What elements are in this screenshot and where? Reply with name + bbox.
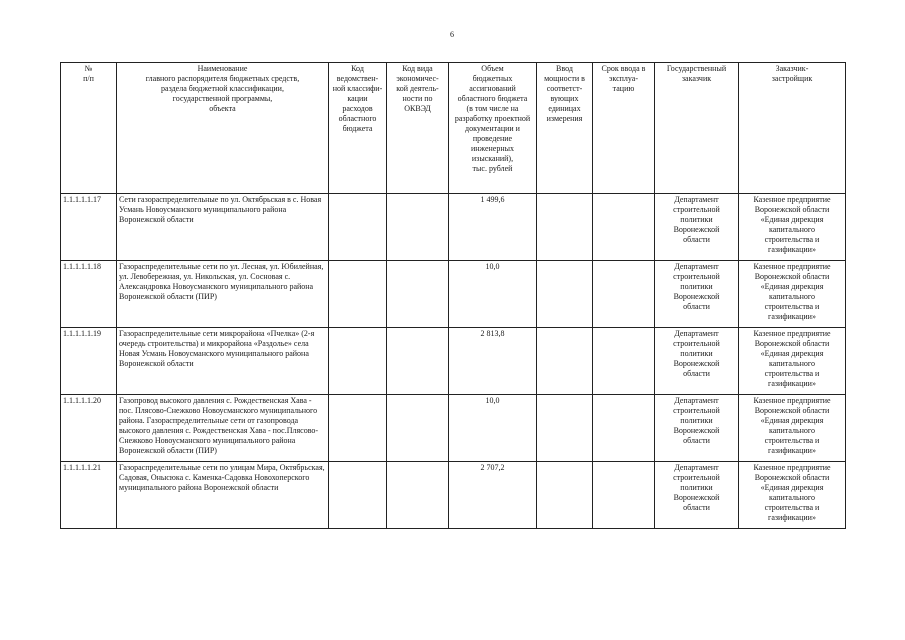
header-developer: Заказчик- застройщик bbox=[739, 63, 846, 194]
header-term: Срок ввода в эксплуа- тацию bbox=[593, 63, 655, 194]
header-num: № п/п bbox=[61, 63, 117, 194]
row-term bbox=[593, 328, 655, 395]
row-code-okved bbox=[387, 261, 449, 328]
row-code-dept bbox=[329, 194, 387, 261]
row-customer: Департамент строительной политики Воронежской области bbox=[655, 328, 739, 395]
header-code-dept: Код ведомствен- ной классифи- кации расходов областного бюджета bbox=[329, 63, 387, 194]
table-row bbox=[61, 261, 846, 328]
row-amount: 10,0 bbox=[449, 261, 537, 328]
row-code-dept bbox=[329, 328, 387, 395]
page-number: 6 bbox=[450, 30, 454, 39]
table-row bbox=[61, 194, 846, 261]
row-object-name: Газораспределительные сети микрорайона «Пчелка» (2-я очередь строительства) и микрорайона «Раздолье» села Новая Усмань Новоусманского муниципального района Воронежской области bbox=[117, 328, 329, 395]
row-term bbox=[593, 462, 655, 529]
row-amount: 2 707,2 bbox=[449, 462, 537, 529]
row-code-okved bbox=[387, 462, 449, 529]
row-developer: Казенное предприятие Воронежской области «Единая дирекция капитального строительства и газификации» bbox=[739, 261, 846, 328]
row-term bbox=[593, 395, 655, 462]
row-term bbox=[593, 194, 655, 261]
row-code-okved bbox=[387, 395, 449, 462]
table-row bbox=[61, 462, 846, 529]
row-code-dept bbox=[329, 462, 387, 529]
row-code-dept bbox=[329, 395, 387, 462]
row-object-name: Газораспределительные сети по ул. Лесная, ул. Юбилейная, ул. Левобережная, ул. Никольская, ул. Сосновая с. Александровка Новоусманского муниципального района Воронежской области (ПИР) bbox=[117, 261, 329, 328]
row-capacity bbox=[537, 194, 593, 261]
header-amount: Объем бюджетных ассигнований областного бюджета (в том числе на разработку проектной документации и проведение инженерных изысканий), тыс. рублей bbox=[449, 63, 537, 194]
row-capacity bbox=[537, 328, 593, 395]
row-customer: Департамент строительной политики Воронежской области bbox=[655, 261, 739, 328]
header-name: Наименование главного распорядителя бюджетных средств, раздела бюджетной классификации, государственной программы, объекта bbox=[117, 63, 329, 194]
row-developer: Казенное предприятие Воронежской области «Единая дирекция капитального строительства и газификации» bbox=[739, 328, 846, 395]
row-term bbox=[593, 261, 655, 328]
row-num: 1.1.1.1.1.17 bbox=[61, 194, 117, 261]
row-num: 1.1.1.1.1.19 bbox=[61, 328, 117, 395]
header-capacity: Ввод мощности в соответст- вующих единицах измерения bbox=[537, 63, 593, 194]
row-capacity bbox=[537, 395, 593, 462]
row-amount: 10,0 bbox=[449, 395, 537, 462]
row-code-okved bbox=[387, 328, 449, 395]
row-developer: Казенное предприятие Воронежской области «Единая дирекция капитального строительства и газификации» bbox=[739, 395, 846, 462]
row-amount: 1 499,6 bbox=[449, 194, 537, 261]
table-row bbox=[61, 328, 846, 395]
row-num: 1.1.1.1.1.21 bbox=[61, 462, 117, 529]
row-amount: 2 813,8 bbox=[449, 328, 537, 395]
row-object-name: Газораспределительные сети по улицам Мира, Октябрьская, Садовая, Онысюка с. Каменка-Садовка Новохоперского муниципального района Воронежской области bbox=[117, 462, 329, 529]
header-code-okved: Код вида экономичес- кой деятель- ности по ОКВЭД bbox=[387, 63, 449, 194]
row-customer: Департамент строительной политики Воронежской области bbox=[655, 462, 739, 529]
row-developer: Казенное предприятие Воронежской области «Единая дирекция капитального строительства и газификации» bbox=[739, 194, 846, 261]
row-num: 1.1.1.1.1.20 bbox=[61, 395, 117, 462]
row-capacity bbox=[537, 261, 593, 328]
table-header-row bbox=[61, 63, 846, 194]
row-capacity bbox=[537, 462, 593, 529]
row-object-name: Газопровод высокого давления с. Рождественская Хава - пос. Плясово-Снежково Новоусманского муниципального района. Газораспределительные сети от газопровода высокого давления с. Рождественская Хава - пос.Плясово-Снежково Новоусманского муниципального района Воронежской области (ПИР) bbox=[117, 395, 329, 462]
row-customer: Департамент строительной политики Воронежской области bbox=[655, 395, 739, 462]
row-num: 1.1.1.1.1.18 bbox=[61, 261, 117, 328]
table-row bbox=[61, 395, 846, 462]
row-developer: Казенное предприятие Воронежской области «Единая дирекция капитального строительства и газификации» bbox=[739, 462, 846, 529]
row-object-name: Сети газораспределительные по ул. Октябрьская в с. Новая Усмань Новоусманского муниципального района Воронежской области bbox=[117, 194, 329, 261]
row-customer: Департамент строительной политики Воронежской области bbox=[655, 194, 739, 261]
investment-objects-table bbox=[60, 62, 846, 529]
header-customer: Государственный заказчик bbox=[655, 63, 739, 194]
row-code-dept bbox=[329, 261, 387, 328]
row-code-okved bbox=[387, 194, 449, 261]
